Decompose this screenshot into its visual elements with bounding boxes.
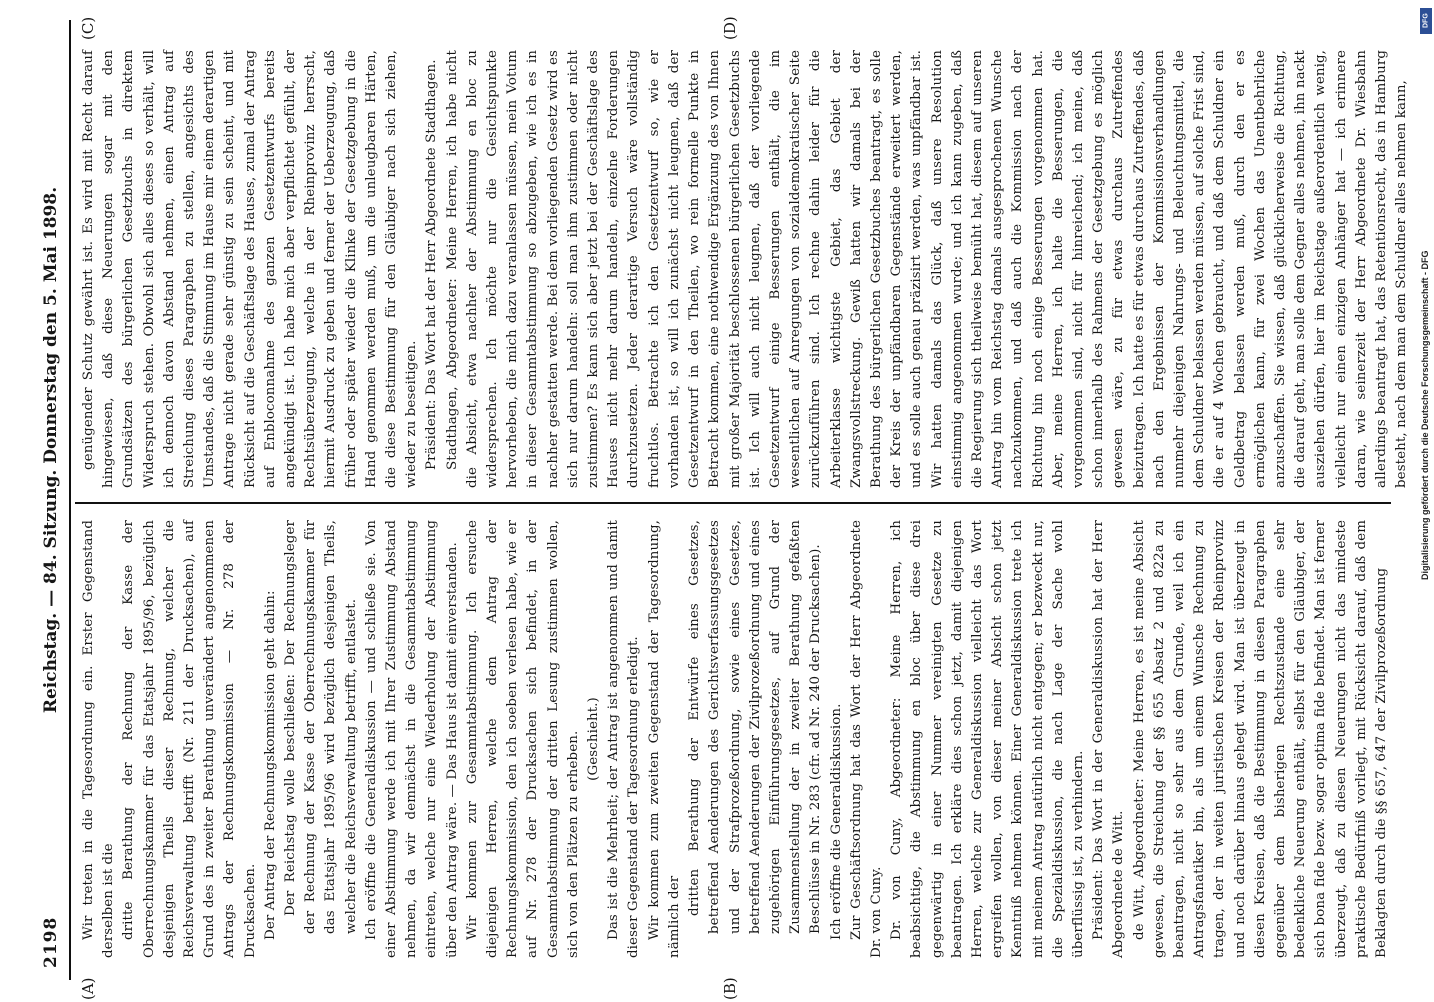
right-text-column bbox=[79, 50, 1410, 488]
paragraph: (Geschieht.) bbox=[586, 697, 602, 781]
paragraph: Wir treten in die Tagesordnung ein. Erster Gegenstand derselben ist die bbox=[81, 520, 117, 958]
paragraph: Wir kommen zum zweiten Gegenstand der Tagesordnung, nämlich der bbox=[646, 520, 682, 958]
left-text-column bbox=[79, 520, 1391, 958]
paragraph: de Witt, Abgeordneter: Meine Herren, es ist meine Absicht gewesen, die Streichung der §§ 655 Absatz 2 und 822a zu beantragen, nicht so sehr aus dem Grunde, weil ich ein Antragsfanatiker bin, als um einem Wunsche Rechnung zu tragen, der in weiten juristischen Kreisen der Rheinprovinz und noch darüber hinaus gehegt wird. Man ist überzeugt in diesen Kreisen, daß die Bestimmung in diesen Paragraphen gegenüber dem bisherigen Rechtszustande eine sehr bedenkliche Neuerung enthält, selbst für den Gläubiger, der sich bona fide bezw. sogar optima fide befindet. Man ist ferner überzeugt, daß zu diesen Neuerungen nicht das mindeste praktische Bedürfniß vorliegt, mit Rücksicht darauf, daß dem Beklagten durch die §§ 657, 647 der Zivilprozeßordnung bbox=[1131, 520, 1389, 958]
paragraph: Ich eröffne die Generaldiskussion. bbox=[828, 703, 844, 940]
dfg-logo: DFG bbox=[1420, 8, 1432, 34]
column-divider bbox=[75, 502, 1391, 504]
paragraph: Das ist die Mehrheit; der Antrag ist angenommen und damit dieser Gegenstand der Tagesordnung erledigt. bbox=[606, 520, 642, 958]
rotated-document-page bbox=[37, 16, 1410, 1000]
margin-marker-c: (C) bbox=[79, 16, 97, 40]
paragraph: Der Antrag der Rechnungskommission geht dahin: bbox=[262, 590, 278, 940]
paragraph: Ich eröffne die Generaldiskussion — und schließe sie. Von einer Abstimmung werde ich mit Ihrer Zustimmung Abstand nehmen, da wir demnächst in die Gesammtabstimmung eintreten, welche nur eine Wiederholung der Abstimmung über den Antrag wäre. — Das Haus ist damit einverstanden. bbox=[363, 520, 460, 958]
paragraph: genügender Schutz gewährt ist. Es wird mit Recht darauf hingewiesen, daß diese Neuerungen sogar mit den Grundsätzen des bürgerlichen Gesetzbuchs in direktem Widerspruch stehen. Obwohl sich alles dieses so verhält, will ich dennoch davon Abstand nehmen, einen Antrag auf Streichung dieses Paragraphen zu stellen, angesichts des Umstandes, daß die Stimmung im Hause mir einem derartigen Antrage nicht gerade sehr günstig zu sein scheint, und mit Rücksicht auf die Geschäftslage des Hauses, zumal der Antrag auf Enbloconnahme des ganzen Gesetzentwurfs bereits angekündigt ist. Ich habe mich aber verpflichtet gefühlt, der Rechtsüberzeugung, welche in der Rheinprovinz herrscht, hiermit Ausdruck zu geben und ferner der Ueberzeugung, daß früher oder später wieder die Klinke der Gesetzgebung in die Hand genommen werden muß, um die unleugbaren Härten, die diese Bestimmung für den Gläubiger nach sich ziehen, wieder zu beseitigen. bbox=[81, 50, 420, 488]
page-number: 2198 bbox=[41, 916, 61, 968]
paragraph: Präsident: Das Wort hat der Herr Abgeordnete Stadthagen. bbox=[424, 59, 440, 470]
paragraph: Wir kommen zur Gesammtabstimmung. Ich ersuche diejenigen Herren, welche dem Antrag der Rechnungskommission, den ich soeben verlesen habe, wie er auf Nr. 278 der Drucksachen sich befindet, in der Gesammtabstimmung der dritten Lesung zustimmen wollen, sich von den Plätzen zu erheben. bbox=[464, 520, 581, 958]
margin-marker-a: (A) bbox=[79, 977, 97, 1000]
paragraph: dritten Berathung der Entwürfe eines Gesetzes, betreffend Aenderungen des Gerichtsverfassungsgesetzes und der Strafprozeßordnung, sowie eines Gesetzes, betreffend Aenderungen der Zivilprozeßordnung und eines zugehörigen Einführungsgesetzes, auf Grund der Zusammenstellung der in zweiter Berathung gefaßten Beschlüsse in Nr. 283 (cfr. ad Nr. 240 der Drucksachen). bbox=[687, 520, 824, 934]
paragraph: Dr. von Cuny, Abgeordneter: Meine Herren, ich beabsichtige, die Abstimmung en bloc über diese drei gegenwärtig in einer Nummer vereinigten Gesetze zu beantragen. Ich erkläre dies schon jetzt, damit diejenigen Herren, welche zur Generaldiskussion vielleicht das Wort ergreifen wollen, von dieser meiner Absicht schon jetzt Kenntniß nehmen können. Einer Generaldiskussion trete ich mit meinem Antrag natürlich nicht entgegen; er bezweckt nur, die Spezialdiskussion, die nach Lage der Sache wohl überflüssig ist, zu verhindern. bbox=[889, 520, 1086, 958]
paragraph: dritte Berathung der Rechnung der Kasse der Oberrechnungskammer für das Etatsjahr 1895/96, bezüglich desjenigen Theils dieser Rechnung, welcher die Reichsverwaltung betrifft (Nr. 211 der Drucksachen), auf Grund des in zweiter Berathung unverändert angenommenen Antrags der Rechnungskommission — Nr. 278 der Drucksachen. bbox=[121, 520, 258, 958]
margin-marker-b: (B) bbox=[721, 977, 739, 1000]
digitization-credit: Digitalisierung gefördert durch die Deutsche Forschungsgemeinschaft - DFG bbox=[1420, 250, 1430, 580]
paragraph: Stadthagen, Abgeordneter: Meine Herren, ich habe nicht die Absicht, etwa nachher der Abstimmung en bloc zu widersprechen. Ich möchte nur die Gesichtspunkte hervorheben, die mich dazu veranlassen müssen, mein Votum in dieser Gesammtabstimmung so abzugeben, wie ich es in nachher gestatten werde. Bei dem vorliegenden Gesetz wird es sich nur darum handeln: soll man ihm zustimmen oder nicht zustimmen? Es kann sich aber jetzt bei der Geschäftslage des Hauses nicht mehr darum handeln, einzelne Forderungen durchzusetzen. Jeder derartige Versuch wäre vollständig fruchtlos. Betrachte ich den Gesetzentwurf so, wie er vorhanden ist, so will ich zunächst nicht leugnen, daß der Gesetzentwurf in den Theilen, wo rein formelle Punkte in Betracht kommen, eine nothwendige Ergänzung des von Ihnen mit großer Majorität beschlossenen bürgerlichen Gesetzbuchs ist. Ich will auch nicht leugnen, daß der vorliegende Gesetzentwurf einige Besserungen enthält, die im wesentlichen auf Anregungen von sozialdemokratischer Seite zurückzuführen sind. Ich rechne dahin leider für die Arbeiterklasse wichtigste Gebiet, das Gebiet der Zwangsvollstreckung. Gewiß hatten wir damals bei der Berathung des bürgerlichen Gesetzbuches beantragt, es solle der Kreis der unpfändbaren Gegenstände erweitert werden, und es solle auch genau präzisirt werden, was unpfändbar ist. Wir hatten damals das Glück, daß unsere Resolution einstimmig angenommen wurde; und ich kann zugeben, daß die Regierung sich theilweise bemüht hat, diesem auf unseren Antrag hin vom Reichstag damals ausgesprochenen Wunsche nachzukommen, und daß auch die Kommission nach der Richtung hin noch einige Besserungen vorgenommen hat. Aber, meine Herren, ich halte die Besserungen, die vorgenommen sind, nicht für hinreichend; ich meine, daß schon innerhalb des Rahmens der Gesetzgebung es möglich gewesen wäre, zu für etwas durchaus Zutreffendes beizutragen. Ich hatte es für etwas durchaus Zutreffendes, daß nach den Ergebnissen der Kommissionsverhandlungen nunmehr diejenigen Nahrungs- und Beleuchtungsmittel, die dem Schuldner belassen werden müssen, auf solche Frist sind, die er auf 4 Wochen gebraucht, und daß dem Schuldner ein Geldbetrag belassen werden muß, durch den er es ermöglichen kann, für zwei Wochen das Unentbehrliche anzuschaffen. Sie wissen, daß glücklicherweise die Richtung, die darauf geht, man solle dem Gegner alles nehmen, ihn nackt ausziehen dürfen, hier im Reichstage außerordentlich wenig, vielleicht nur einen einzigen Anhänger hat — ich erinnere daran, wie seinerzeit der Herr Abgeordnete Dr. Wiesbahn allerdings beantragt hat, das Retentionsrecht, das in Hamburg besteht, nach dem man dem Schuldner alles nehmen kann, bbox=[444, 50, 1410, 488]
margin-marker-d: (D) bbox=[721, 16, 739, 40]
running-head-title: Reichstag. — 84. Sitzung. Donnerstag den 5. Mai 1898. bbox=[41, 186, 61, 714]
paragraph: Der Reichstag wolle beschließen: Der Rechnungsleger der Rechnung der Kasse der Oberrechnungskammer für das Etatsjahr 1895/96 wird bezüglich desjenigen Theils, welcher die Reichsverwaltung betrifft, entlastet. bbox=[283, 520, 359, 934]
digitization-sidenote bbox=[1420, 8, 1432, 1002]
paragraph: Zur Geschäftsordnung hat das Wort der Herr Abgeordnete Dr. von Cuny. bbox=[848, 520, 884, 958]
header-rule bbox=[69, 20, 71, 980]
running-head bbox=[41, 20, 67, 980]
paragraph: Präsident: Das Wort in der Generaldiskussion hat der Herr Abgeordnete de Witt. bbox=[1091, 520, 1127, 958]
